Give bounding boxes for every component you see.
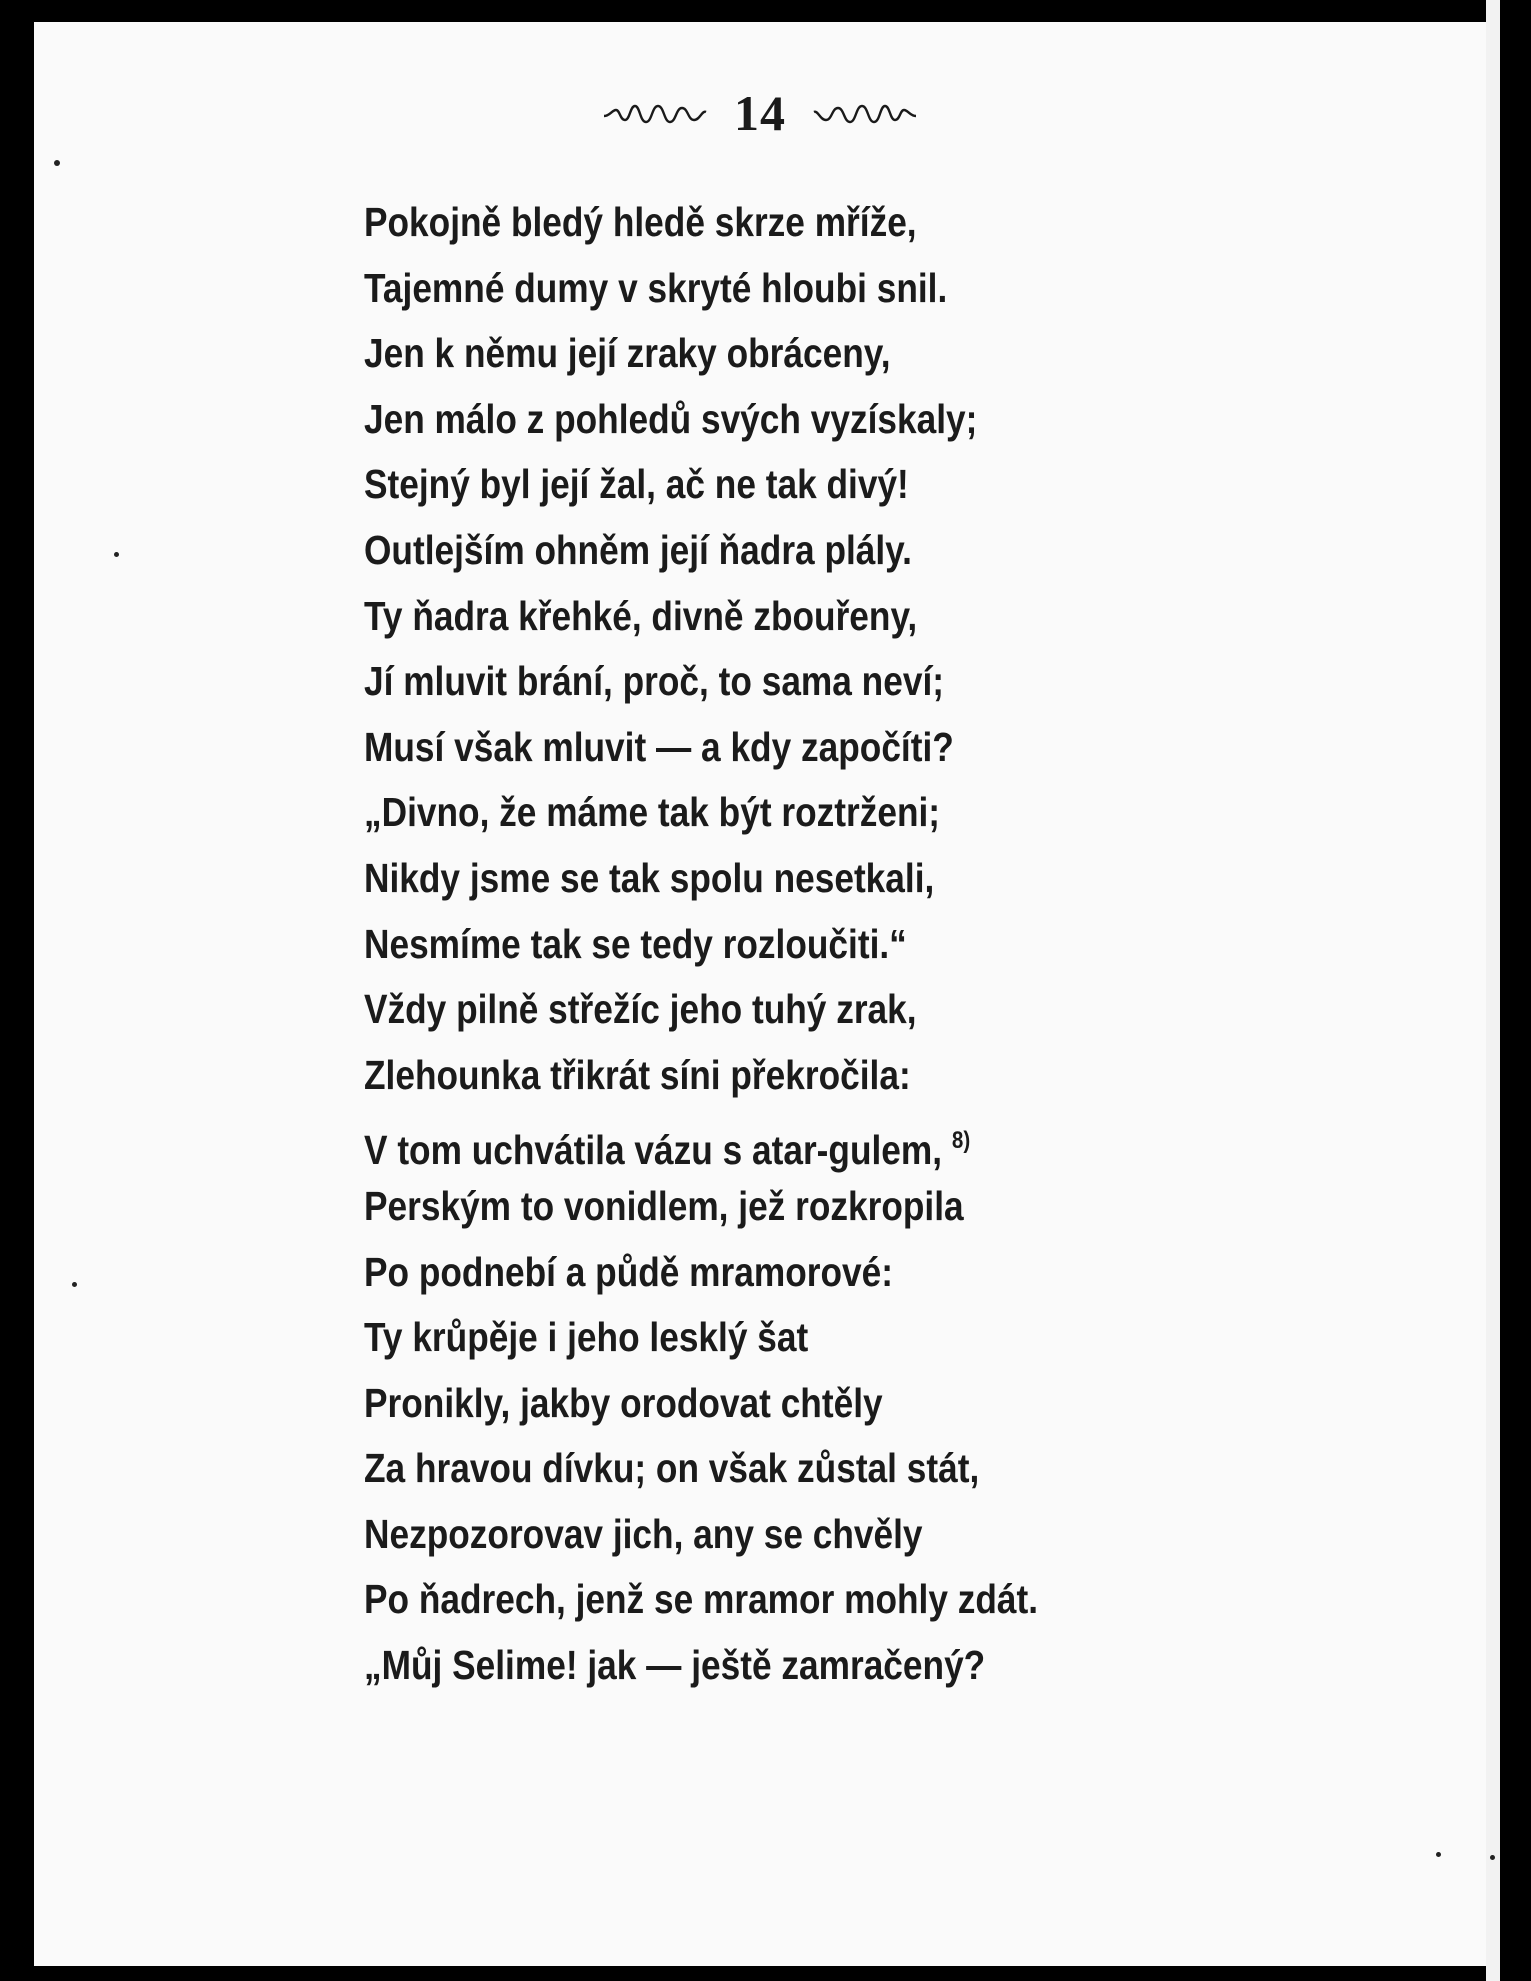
paper-sheet [34,22,1486,1966]
poem-line: Zlehounka třikrát síni překročila: [364,1051,911,1098]
scan-speck [72,1282,77,1287]
scan-speck [1436,1852,1441,1857]
poem-line: Za hravou dívku; on však zůstal stát, [364,1445,980,1492]
scan-speck [114,552,119,557]
poem-line-with-footnote [364,1108,1138,1174]
poem-line: Jen k němu její zraky obráceny, [364,330,891,377]
poem-line: Outlejším ohněm její ňadra plály. [364,526,912,573]
poem-line: Ty ňadra křehké, divně zbouřeny, [364,592,918,639]
poem-line: „Divno, že máme tak být roztrženi; [364,789,941,836]
scan-speck [54,160,60,166]
poem-text [364,190,1138,1699]
poem-line: Nezpozorovav jich, any se chvěly [364,1510,923,1557]
poem-line: Stejný byl její žal, ač ne tak divý! [364,461,909,508]
poem-line: Pokojně bledý hledě skrze mříže, [364,199,917,245]
poem-line: Pronikly, jakby orodovat chtěly [364,1379,883,1426]
poem-line: Vždy pilně střežíc jeho tuhý zrak, [364,986,917,1033]
poem-line: Po ňadrech, jenž se mramor mohly zdát. [364,1576,1039,1623]
poem-line: Tajemné dumy v skryté hloubi snil. [364,264,948,311]
right-flourish-ornament [808,98,918,128]
poem-line: Nikdy jsme se tak spolu nesetkali, [364,854,935,901]
footnote-marker: 8) [951,1127,971,1155]
poem-line: Jí mluvit brání, proč, to sama neví; [364,658,944,705]
page-edge-strip [1486,0,1500,1981]
poem-line-text: V tom uchvátila vázu s atar-gulem, [364,1127,943,1174]
poem-line: Ty krůpěje i jeho lesklý šat [364,1314,809,1361]
poem-line: Nesmíme tak se tedy rozloučiti.“ [364,920,907,967]
poem-line: Jen málo z pohledů svých vyzískaly; [364,395,978,442]
page-number: 14 [734,85,786,141]
poem-line: Perským to vonidlem, jež rozkropila [364,1182,964,1229]
scan-border [1500,0,1531,1981]
scan-speck [1490,1855,1495,1860]
left-flourish-ornament [602,98,712,128]
page-header [34,84,1486,142]
poem-line: Po podnebí a půdě mramorové: [364,1248,893,1295]
poem-line: „Můj Selime! jak — ještě zamračený? [364,1642,986,1689]
poem-line: Musí však mluvit — a kdy započíti? [364,723,954,770]
